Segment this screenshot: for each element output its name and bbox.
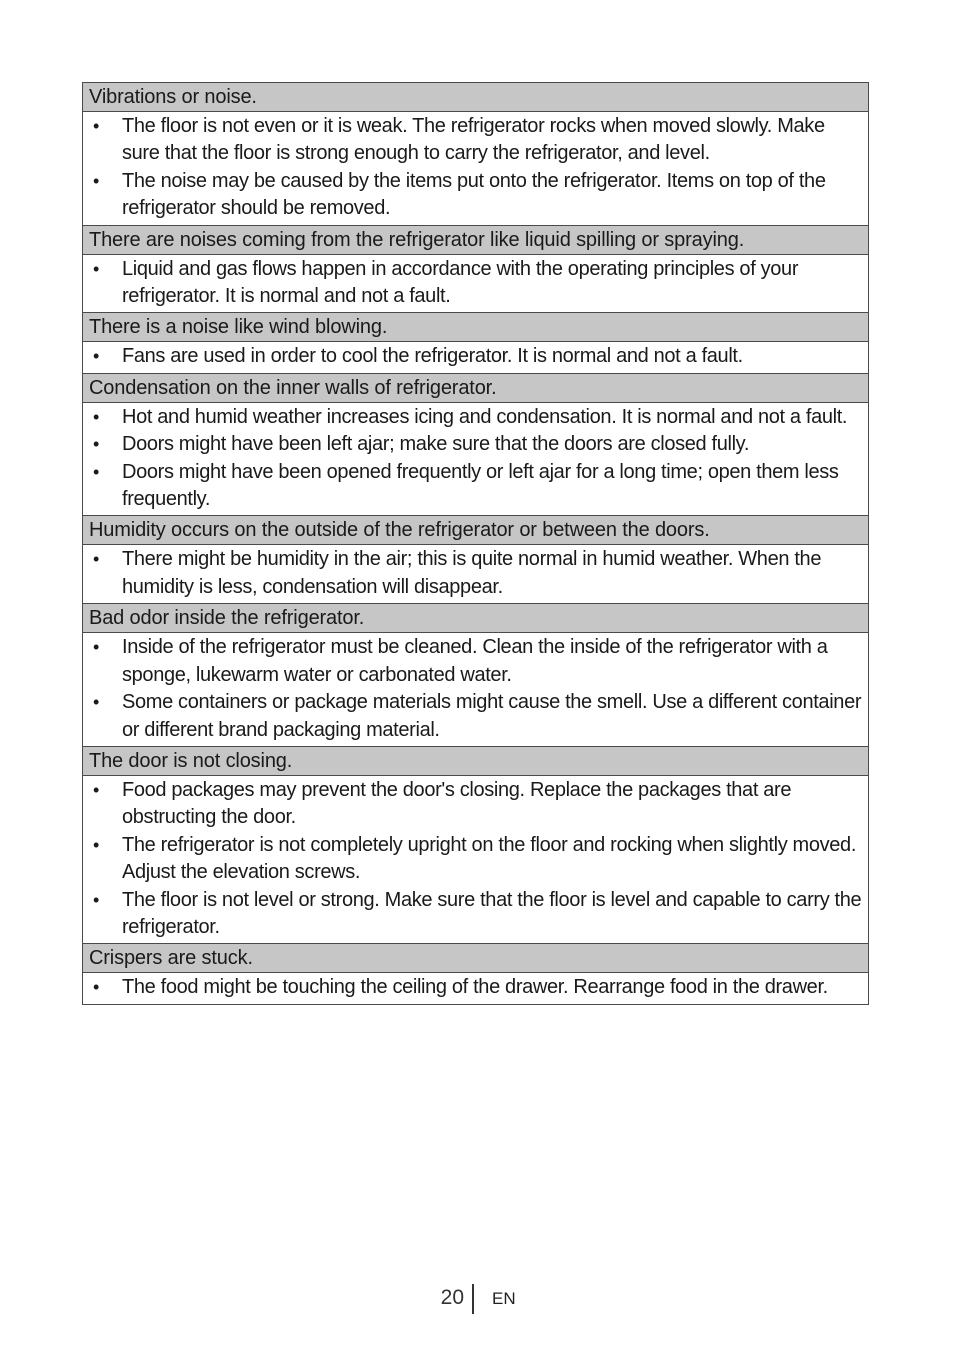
bullet-list bbox=[87, 256, 864, 311]
list-item bbox=[87, 832, 864, 887]
bullet-list bbox=[87, 113, 864, 223]
section-body-row bbox=[83, 254, 869, 313]
list-item bbox=[87, 256, 864, 311]
section-header-row bbox=[83, 944, 869, 973]
list-item-text: The floor is not even or it is weak. The refrigerator rocks when moved slowly. Make sure that the floor is strong enough to carry the refrigerator, and level. bbox=[122, 115, 825, 165]
bullet-icon: • bbox=[93, 258, 99, 279]
bullet-icon: • bbox=[93, 692, 99, 713]
section-header: Humidity occurs on the outside of the refrigerator or between the doors. bbox=[83, 516, 869, 545]
section-body-row bbox=[83, 545, 869, 604]
bullet-list bbox=[87, 404, 864, 514]
list-item bbox=[87, 431, 864, 458]
list-item-text: The floor is not level or strong. Make sure that the floor is level and capable to carry the refrigerator. bbox=[122, 888, 862, 938]
bullet-list bbox=[87, 634, 864, 744]
section-header-row bbox=[83, 746, 869, 775]
section-header: There is a noise like wind blowing. bbox=[83, 313, 869, 342]
list-item bbox=[87, 777, 864, 832]
list-item bbox=[87, 974, 864, 1001]
bullet-icon: • bbox=[93, 889, 99, 910]
troubleshooting-table bbox=[82, 82, 869, 1005]
list-item-text: The food might be touching the ceiling of the drawer. Rearrange food in the drawer. bbox=[122, 976, 828, 999]
bullet-icon: • bbox=[93, 170, 99, 191]
footer-divider bbox=[472, 1284, 474, 1314]
list-item bbox=[87, 887, 864, 942]
list-item-text: Liquid and gas flows happen in accordance with the operating principles of your refrigerator. It is normal and not a fault. bbox=[122, 257, 799, 308]
section-body-row bbox=[83, 342, 869, 373]
page-footer bbox=[0, 1284, 954, 1314]
bullet-icon: • bbox=[93, 779, 99, 800]
page-number: 20 bbox=[440, 1286, 464, 1309]
list-item-text: Food packages may prevent the door's closing. Replace the packages that are obstructing the door. bbox=[122, 778, 792, 829]
list-item bbox=[87, 168, 864, 223]
section-header-row bbox=[83, 83, 869, 112]
bullet-icon: • bbox=[93, 346, 99, 367]
bullet-list bbox=[87, 777, 864, 941]
section-header: Vibrations or noise. bbox=[83, 83, 869, 112]
list-item-text: Some containers or package materials might cause the smell. Use a different container or different brand packaging material. bbox=[122, 691, 862, 741]
bullet-list bbox=[87, 546, 864, 601]
section-header-row bbox=[83, 516, 869, 545]
section-header: Bad odor inside the refrigerator. bbox=[83, 604, 869, 633]
section-header: There are noises coming from the refrigerator like liquid spilling or spraying. bbox=[83, 225, 869, 254]
bullet-icon: • bbox=[93, 434, 99, 455]
list-item bbox=[87, 113, 864, 168]
bullet-icon: • bbox=[93, 461, 99, 482]
language-code: EN bbox=[492, 1289, 516, 1308]
list-item-text: The refrigerator is not completely upright on the floor and rocking when slightly moved. Adjust the elevation screws. bbox=[122, 833, 857, 884]
section-header-row bbox=[83, 373, 869, 402]
bullet-icon: • bbox=[93, 116, 99, 136]
section-header-row bbox=[83, 604, 869, 633]
list-item-text: Inside of the refrigerator must be cleaned. Clean the inside of the refrigerator with a sponge, lukewarm water or carbonated water. bbox=[122, 636, 828, 686]
section-body-row bbox=[83, 775, 869, 943]
list-item bbox=[87, 546, 864, 601]
bullet-icon: • bbox=[93, 834, 99, 855]
section-body-row bbox=[83, 633, 869, 747]
section-body-row bbox=[83, 112, 869, 226]
list-item bbox=[87, 459, 864, 514]
bullet-list bbox=[87, 974, 864, 1001]
section-header-row bbox=[83, 225, 869, 254]
list-item-text: Fans are used in order to cool the refrigerator. It is normal and not a fault. bbox=[122, 345, 743, 368]
list-item bbox=[87, 689, 864, 744]
section-body-row bbox=[83, 973, 869, 1004]
bullet-icon: • bbox=[93, 637, 99, 658]
bullet-list bbox=[87, 343, 864, 370]
list-item-text: The noise may be caused by the items put onto the refrigerator. Items on top of the refrigerator should be removed. bbox=[122, 169, 826, 220]
section-header: Condensation on the inner walls of refrigerator. bbox=[83, 373, 869, 402]
list-item bbox=[87, 634, 864, 689]
list-item bbox=[87, 404, 864, 431]
list-item bbox=[87, 343, 864, 370]
bullet-icon: • bbox=[93, 406, 99, 427]
bullet-icon: • bbox=[93, 977, 99, 998]
list-item-text: Hot and humid weather increases icing and condensation. It is normal and not a fault. bbox=[122, 405, 848, 428]
list-item-text: Doors might have been opened frequently or left ajar for a long time; open them less frequently. bbox=[122, 460, 839, 511]
section-header-row bbox=[83, 313, 869, 342]
section-header: Crispers are stuck. bbox=[83, 944, 869, 973]
section-header: The door is not closing. bbox=[83, 746, 869, 775]
list-item-text: There might be humidity in the air; this is quite normal in humid weather. When the humidity is less, condensation will disappear. bbox=[122, 548, 822, 598]
section-body-row bbox=[83, 402, 869, 516]
list-item-text: Doors might have been left ajar; make sure that the doors are closed fully. bbox=[122, 433, 750, 456]
bullet-icon: • bbox=[93, 549, 99, 570]
